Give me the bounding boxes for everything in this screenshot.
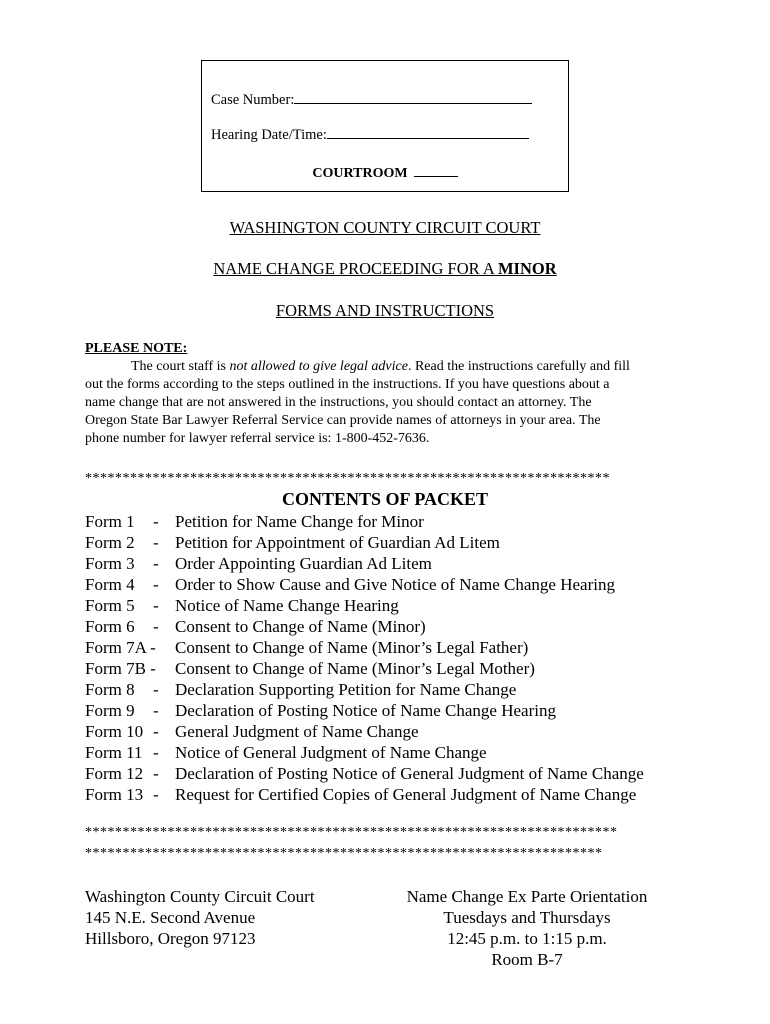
- orientation-line-4: Room B-7: [491, 950, 563, 969]
- hearing-date-blank: [327, 124, 529, 139]
- case-number-blank: [294, 89, 532, 104]
- form-dash: -: [153, 596, 159, 615]
- please-note-label: PLEASE NOTE:: [85, 341, 188, 356]
- form-dash: -: [153, 743, 159, 762]
- form-title: Consent to Change of Name (Minor): [175, 617, 426, 636]
- address-line-3: Hillsboro, Oregon 97123: [85, 929, 256, 948]
- note-line-1: [131, 359, 630, 375]
- form-title: Order to Show Cause and Give Notice of Name Change Hearing: [175, 575, 615, 594]
- orientation-info: [392, 886, 662, 970]
- form-number: Form 11: [85, 743, 143, 762]
- form-number: Form 1: [85, 512, 135, 531]
- form-dash: -: [153, 701, 159, 720]
- form-number: Form 3: [85, 554, 135, 573]
- note-line-1-pre: The court staff is: [131, 359, 230, 374]
- courtroom-field: [202, 162, 568, 182]
- form-dash: -: [153, 764, 159, 783]
- form-title: Consent to Change of Name (Minor’s Legal Mother): [175, 659, 535, 678]
- forms-heading: FORMS AND INSTRUCTIONS: [275, 301, 495, 320]
- note-line-2: out the forms according to the steps outlined in the instructions. If you have questions about a: [85, 377, 610, 392]
- form-dash: -: [153, 554, 159, 573]
- form-dash: -: [153, 617, 159, 636]
- proceeding-heading: [0, 259, 770, 279]
- form-number: Form 12: [85, 764, 144, 783]
- form-number: Form 8: [85, 680, 135, 699]
- case-number-field: [211, 89, 532, 109]
- form-number: Form 5: [85, 596, 135, 615]
- form-dash: -: [153, 680, 159, 699]
- form-number: Form 9: [85, 701, 135, 720]
- form-number: Form 7A -: [85, 638, 156, 657]
- hearing-date-label: Hearing Date/Time:: [211, 127, 327, 143]
- note-line-5: phone number for lawyer referral service is: 1-800-452-7636.: [85, 431, 430, 446]
- separator-bottom-1: ***********************************************************************: [85, 825, 618, 840]
- form-title: General Judgment of Name Change: [175, 722, 419, 741]
- form-title: Declaration of Posting Notice of Name Change Hearing: [175, 701, 556, 720]
- form-title: Declaration Supporting Petition for Name Change: [175, 680, 517, 699]
- note-line-1-post: . Read the instructions carefully and fill: [407, 359, 630, 374]
- form-title: Declaration of Posting Notice of General Judgment of Name Change: [175, 764, 644, 783]
- form-title: Petition for Name Change for Minor: [175, 512, 424, 531]
- form-title: Notice of General Judgment of Name Change: [175, 743, 487, 762]
- proceeding-heading-emphasis: MINOR: [497, 259, 557, 278]
- form-number: Form 13: [85, 785, 144, 804]
- form-title: Petition for Appointment of Guardian Ad Litem: [175, 533, 500, 552]
- form-number: Form 10: [85, 722, 144, 741]
- form-title: Consent to Change of Name (Minor’s Legal Father): [175, 638, 529, 657]
- contents-title: CONTENTS OF PACKET: [281, 489, 489, 509]
- address-line-2: 145 N.E. Second Avenue: [85, 908, 256, 927]
- courtroom-blank: [414, 162, 458, 177]
- form-title: Request for Certified Copies of General Judgment of Name Change: [175, 785, 637, 804]
- courtroom-label: COURTROOM: [312, 166, 408, 181]
- court-address: [85, 886, 315, 949]
- form-title: Notice of Name Change Hearing: [175, 596, 399, 615]
- form-dash: -: [153, 533, 159, 552]
- case-number-label: Case Number:: [211, 92, 295, 108]
- note-line-3: name change that are not answered in the instructions, you should contact an attorney. The: [85, 395, 592, 410]
- form-number: Form 7B -: [85, 659, 156, 678]
- court-heading: WASHINGTON COUNTY CIRCUIT COURT: [229, 218, 541, 237]
- address-line-1: Washington County Circuit Court: [85, 887, 315, 906]
- form-dash: -: [153, 785, 159, 804]
- orientation-line-3: 12:45 p.m. to 1:15 p.m.: [447, 929, 607, 948]
- form-number: Form 6: [85, 617, 135, 636]
- note-line-1-italic: not allowed to give legal advice: [229, 359, 408, 374]
- form-title: Order Appointing Guardian Ad Litem: [175, 554, 432, 573]
- hearing-date-field: [211, 124, 529, 144]
- separator-top: **********************************************************************: [85, 471, 610, 486]
- orientation-line-1: Name Change Ex Parte Orientation: [406, 887, 648, 906]
- form-number: Form 4: [85, 575, 135, 594]
- separator-bottom-2: *********************************************************************: [85, 846, 603, 861]
- orientation-line-2: Tuesdays and Thursdays: [443, 908, 611, 927]
- form-dash: -: [153, 722, 159, 741]
- proceeding-heading-text: NAME CHANGE PROCEEDING FOR A: [213, 259, 498, 278]
- case-info-box: [201, 60, 569, 192]
- form-dash: -: [153, 512, 159, 531]
- form-dash: -: [153, 575, 159, 594]
- form-number: Form 2: [85, 533, 135, 552]
- note-line-4: Oregon State Bar Lawyer Referral Service can provide names of attorneys in your area. The: [85, 413, 601, 428]
